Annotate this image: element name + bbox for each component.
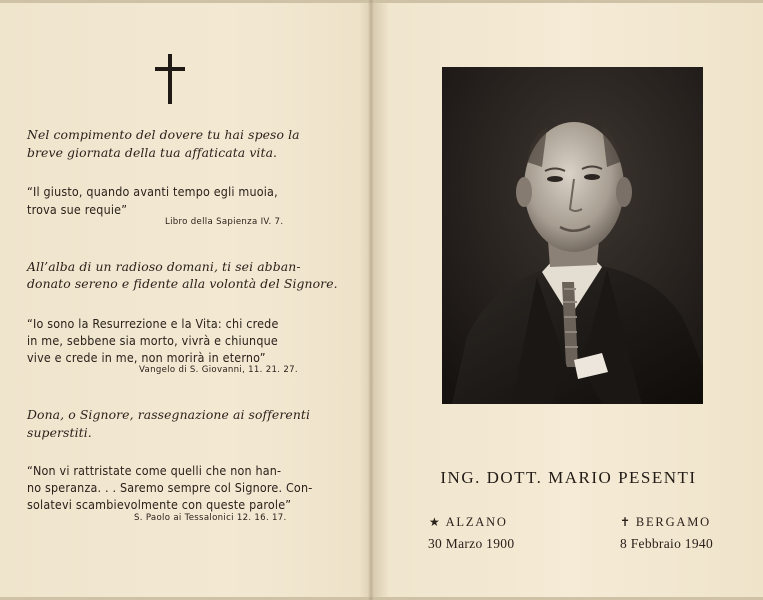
death-date: 8 Febbraio 1940 xyxy=(620,536,713,551)
quote-2-reference: Vangelo di S. Giovanni, 11. 21. 27. xyxy=(139,365,298,375)
star-icon: ★ xyxy=(429,515,442,529)
birth-date: 30 Marzo 1900 xyxy=(428,536,515,551)
passage-3-line-1: Dona, o Signore, rassegnazione ai sofferenti xyxy=(27,407,311,422)
passage-2-line-2: donato sereno e fidente alla volontà del Signore. xyxy=(27,276,338,291)
quote-3-line-2: no speranza. . . Saremo sempre col Signore. Con- xyxy=(27,480,313,495)
quote-1-line-2: trova sue requie” xyxy=(27,202,128,217)
cross-small-icon: ✝ xyxy=(620,515,632,529)
quote-1-line-1: “Il giusto, quando avanti tempo egli muoia, xyxy=(27,184,278,199)
quote-2-line-2: in me, sebbene sia morto, vivrà e chiunque xyxy=(27,333,278,348)
passage-1-line-2: breve giornata della tua affaticata vita. xyxy=(27,145,278,160)
cross-icon xyxy=(155,54,185,104)
portrait-photo xyxy=(442,67,703,404)
deceased-name: ING. DOTT. MARIO PESENTI xyxy=(440,468,697,487)
passage-3-line-2: superstiti. xyxy=(27,425,92,440)
passage-1-line-1: Nel compimento del dovere tu hai speso la xyxy=(27,127,300,142)
quote-2-line-3: vive e crede in me, non morirà in eterno” xyxy=(27,350,266,365)
quote-2-line-1: “Io sono la Resurrezione e la Vita: chi crede xyxy=(27,316,279,331)
quote-3-reference: S. Paolo ai Tessalonici 12. 16. 17. xyxy=(134,513,287,523)
passage-2-line-1: All’alba di un radioso domani, ti sei abban- xyxy=(27,259,301,274)
death-place xyxy=(620,515,711,530)
quote-3-line-1: “Non vi rattristate come quelli che non han- xyxy=(27,463,282,478)
birth-place xyxy=(429,515,508,530)
quote-3-line-3: solatevi scambievolmente con queste parole” xyxy=(27,497,292,512)
birth-place-label: ALZANO xyxy=(445,515,508,529)
card-top-edge xyxy=(0,0,763,3)
center-fold xyxy=(368,0,374,600)
quote-1-reference: Libro della Sapienza IV. 7. xyxy=(165,217,284,227)
death-place-label: BERGAMO xyxy=(635,515,711,529)
